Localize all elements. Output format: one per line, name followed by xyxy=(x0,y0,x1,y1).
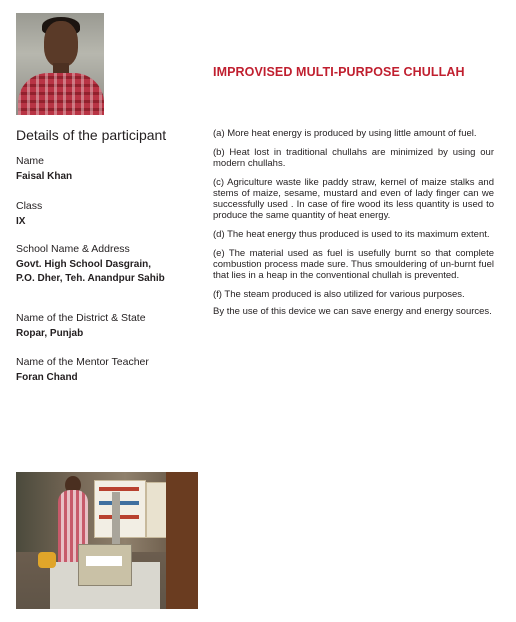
school-value-line1: Govt. High School Dasgrain, xyxy=(16,259,152,270)
name-value: Faisal Khan xyxy=(16,171,73,182)
district-value: Ropar, Punjab xyxy=(16,328,84,339)
page-title: IMPROVISED MULTI-PURPOSE CHULLAH xyxy=(213,65,465,79)
point-b: (b) Heat lost in traditional chullahs are minimized by using our modern chullahs. xyxy=(213,147,494,169)
school-value-line2: P.O. Dher, Teh. Anandpur Sahib xyxy=(16,273,165,284)
class-label: Class xyxy=(16,200,43,212)
point-c: (c) Agriculture waste like paddy straw, kernel of maize stalks and stems of maize, sesame, mustard and even of lady finger can we successfully used . In case of fire wood its less quantity is used to produce the same quantity of heat energy. xyxy=(213,177,494,221)
participant-photo xyxy=(16,13,104,115)
class-value: IX xyxy=(16,216,26,227)
project-photo xyxy=(16,472,198,609)
point-d: (d) The heat energy thus produced is used to its maximum extent. xyxy=(213,229,490,240)
point-f: (f) The steam produced is also utilized for various purposes. xyxy=(213,289,465,300)
mentor-value: Foran Chand xyxy=(16,372,78,383)
district-label: Name of the District & State xyxy=(16,312,146,324)
point-a: (a) More heat energy is produced by using little amount of fuel. xyxy=(213,128,477,139)
points-list xyxy=(213,128,494,325)
conclusion: By the use of this device we can save energy and energy sources. xyxy=(213,306,492,317)
school-label: School Name & Address xyxy=(16,243,130,255)
mentor-label: Name of the Mentor Teacher xyxy=(16,356,149,368)
details-heading: Details of the participant xyxy=(16,127,167,143)
name-label: Name xyxy=(16,155,45,167)
point-e: (e) The material used as fuel is usefully burnt so that complete combustion process made sure. Thus smouldering of un-burnt fuel that lies in a heap in the conventional chullah is prevented. xyxy=(213,248,494,281)
